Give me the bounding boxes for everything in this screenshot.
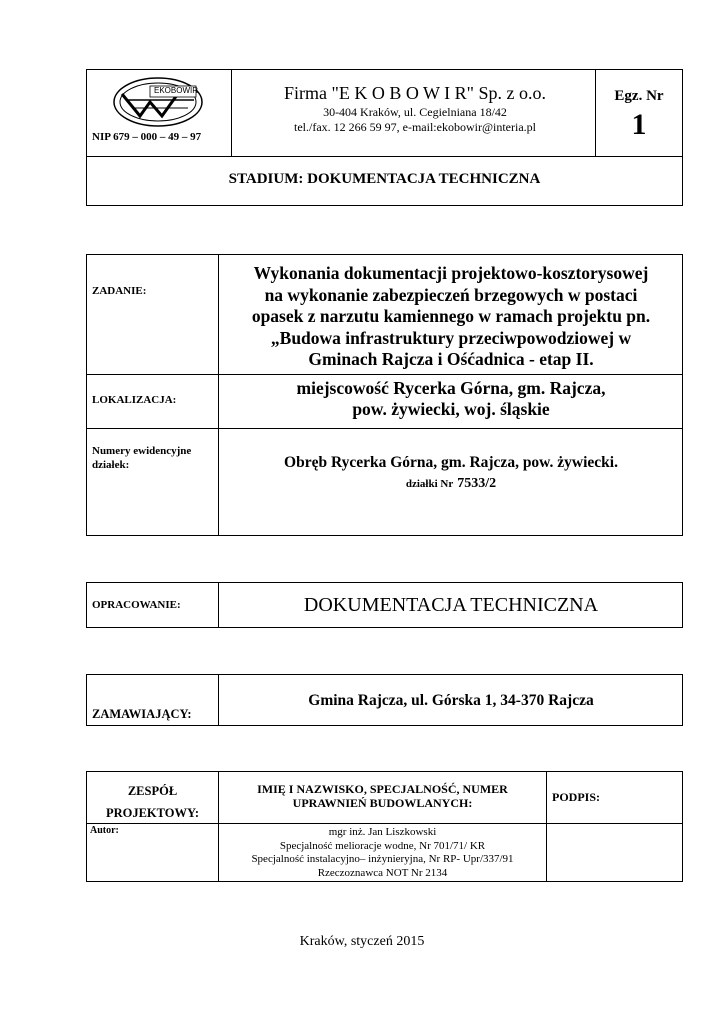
zamawiajacy-value: Gmina Rajcza, ul. Górska 1, 34-370 Rajcza <box>308 692 594 709</box>
dzialki-numbers <box>222 474 680 492</box>
firm-name: Firma "E K O B O W I R" Sp. z o.o. <box>283 83 547 103</box>
zamawiajacy-label: ZAMAWIAJĄCY: <box>92 707 192 721</box>
author-row-label: Autor: <box>90 825 119 836</box>
team-divider-2 <box>546 772 547 881</box>
dzialki-nr-value: 7533/2 <box>457 476 497 491</box>
author-line: Rzeczoznawca NOT Nr 2134 <box>317 866 448 879</box>
zadanie-line: Gminach Rajcza i Ośćadnica - etap II. <box>308 349 594 369</box>
stage-title: STADIUM: DOKUMENTACJA TECHNICZNA <box>228 171 541 187</box>
team-divider-1 <box>218 772 219 881</box>
zadanie-label: ZADANIE: <box>92 285 147 297</box>
team-header-col1: ZESPÓŁ PROJEKTOWY: <box>105 784 200 820</box>
dzialki-obreb: Obręb Rycerka Górna, gm. Rajcza, pow. żywiecki. <box>284 454 618 471</box>
zadanie-line: opasek z narzutu kamiennego w ramach projektu pn. <box>251 306 651 326</box>
team-header-col2: IMIĘ I NAZWISKO, SPECJALNOŚĆ, NUMER UPRAWNIEŃ BUDOWLANYCH: <box>257 782 508 810</box>
header-hline <box>87 156 682 157</box>
copy-number: 1 <box>631 108 647 141</box>
author-line: Specjalność melioracje wodne, Nr 701/71/ KR <box>279 839 486 852</box>
lokalizacja-line: miejscowość Rycerka Górna, gm. Rajcza, <box>296 378 606 398</box>
zamawiajacy-divider <box>218 675 219 725</box>
lokalizacja-label: LOKALIZACJA: <box>92 394 177 406</box>
lokalizacja-text <box>222 378 680 420</box>
author-details <box>220 826 545 880</box>
dzialki-label: Numery ewidencyjne działek: <box>92 445 192 471</box>
logo-text: EKOBOWIR <box>154 86 199 95</box>
footer-place-date: Kraków, styczeń 2015 <box>299 934 425 949</box>
task-hline-2 <box>87 428 682 429</box>
opracowanie-divider <box>218 583 219 627</box>
task-divider <box>218 255 219 535</box>
zadanie-line: „Budowa infrastruktury przeciwpowodziowej w <box>270 327 632 348</box>
firm-address: 30-404 Kraków, ul. Cegielniana 18/42 <box>323 105 507 119</box>
firm-contact: tel./fax. 12 266 59 97, e-mail:ekobowir@interia.pl <box>294 120 536 134</box>
dzialki-nr-prefix: działki Nr <box>405 478 454 490</box>
team-header-col3: PODPIS: <box>552 790 600 804</box>
opracowanie-label: OPRACOWANIE: <box>92 599 181 611</box>
opracowanie-value: DOKUMENTACJA TECHNICZNA <box>303 594 599 616</box>
header-divider-2 <box>595 70 596 157</box>
lokalizacja-line: pow. żywiecki, woj. śląskie <box>352 399 550 419</box>
nip-number: NIP 679 – 000 – 49 – 97 <box>92 131 202 143</box>
author-line: mgr inż. Jan Liszkowski <box>328 826 437 838</box>
copy-label: Egz. Nr <box>614 88 664 104</box>
task-hline-1 <box>87 374 682 375</box>
zadanie-text <box>222 263 680 371</box>
zadanie-line: Wykonania dokumentacji projektowo-kosztorysowej <box>253 263 649 283</box>
author-line: Specjalność instalacyjno– inżynieryjna, Nr RP- Upr/337/91 <box>251 853 514 865</box>
zadanie-line: na wykonanie zabezpieczeń brzegowych w postaci <box>264 284 638 305</box>
header-divider-1 <box>231 70 232 157</box>
company-logo <box>110 72 210 128</box>
